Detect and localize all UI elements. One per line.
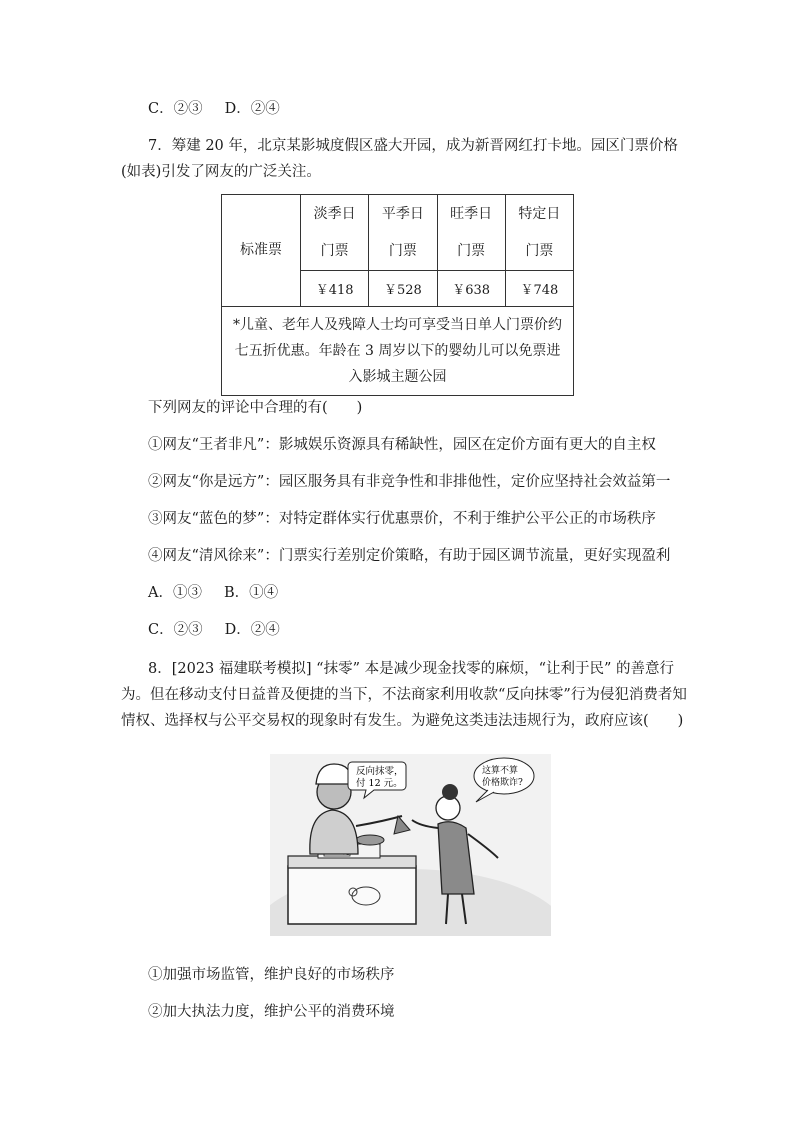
q7-stem: 7．筹建 20 年，北京某影城度假区盛大开园，成为新晋网红打卡地。园区门票价格(如表)引发了网友的广泛关注。 (121, 138, 678, 180)
q7-options-ab (148, 583, 278, 603)
q7-option-b: B．①④ (223, 585, 279, 601)
q6-option-c: C．②③ (148, 101, 203, 117)
vendor-speech-text: 反向抹零，付 12 元。 (356, 766, 404, 789)
price-off-season: ￥418 (301, 271, 369, 307)
q7-statement-4: ④网友“清风徐来”：门票实行差别定价策略，有助于园区调节流量，更好实现盈利 (148, 548, 671, 564)
q8-stem: 8．[2023 福建联考模拟] “抹零” 本是减少现金找零的麻烦，“让利于民” 的善意行为。但在移动支付日益普及便捷的当下，不法商家利用收款“反向抹零”行为侵犯消费者知情权、选择权与公平交易权的现象时有发生。为避免这类违法违规行为，政府应该( ) (121, 661, 687, 729)
cartoon-illustration (270, 754, 551, 936)
q7-option-a: A．①③ (148, 585, 202, 601)
col-header-regular: 平季日 门票 (369, 195, 437, 271)
customer-speech-text: 这算不算价格欺诈? (482, 766, 523, 788)
q8-statement-2: ②加大执法力度，维护公平的消费环境 (148, 1004, 395, 1020)
col-header-peak: 旺季日 门票 (437, 195, 505, 271)
q7-statement-1: ①网友“王者非凡”：影城娱乐资源具有稀缺性，园区在定价方面有更大的自主权 (148, 437, 656, 453)
row-label-standard-ticket: 标准票 (222, 195, 301, 307)
q8-statement-1: ①加强市场监管，维护良好的市场秩序 (148, 967, 395, 983)
q7-option-d: D．②④ (224, 622, 280, 638)
q6-option-d: D．②④ (224, 101, 280, 117)
table-footnote: *儿童、老年人及残障人士均可享受当日单人门票价约七五折优惠。年龄在 3 周岁以下的婴幼儿可以免票进入影城主题公园 (222, 307, 574, 396)
q7-prompt: 下列网友的评论中合理的有( ) (148, 400, 363, 416)
q7-statement-3: ③网友“蓝色的梦”：对特定群体实行优惠票价，不利于维护公平公正的市场秩序 (148, 511, 656, 527)
ticket-price-table (221, 194, 574, 396)
price-regular: ￥528 (369, 271, 437, 307)
col-header-special: 特定日 门票 (505, 195, 573, 271)
price-peak: ￥638 (437, 271, 505, 307)
price-special: ￥748 (505, 271, 573, 307)
q6-options-row (148, 99, 280, 119)
q7-options-cd (148, 620, 280, 640)
q7-option-c: C．②③ (148, 622, 203, 638)
q7-statement-2: ②网友“你是远方”：园区服务具有非竞争性和非排他性，定价应坚持社会效益第一 (148, 474, 671, 490)
cartoon-drawing (270, 754, 551, 936)
col-header-off-season: 淡季日 门票 (301, 195, 369, 271)
